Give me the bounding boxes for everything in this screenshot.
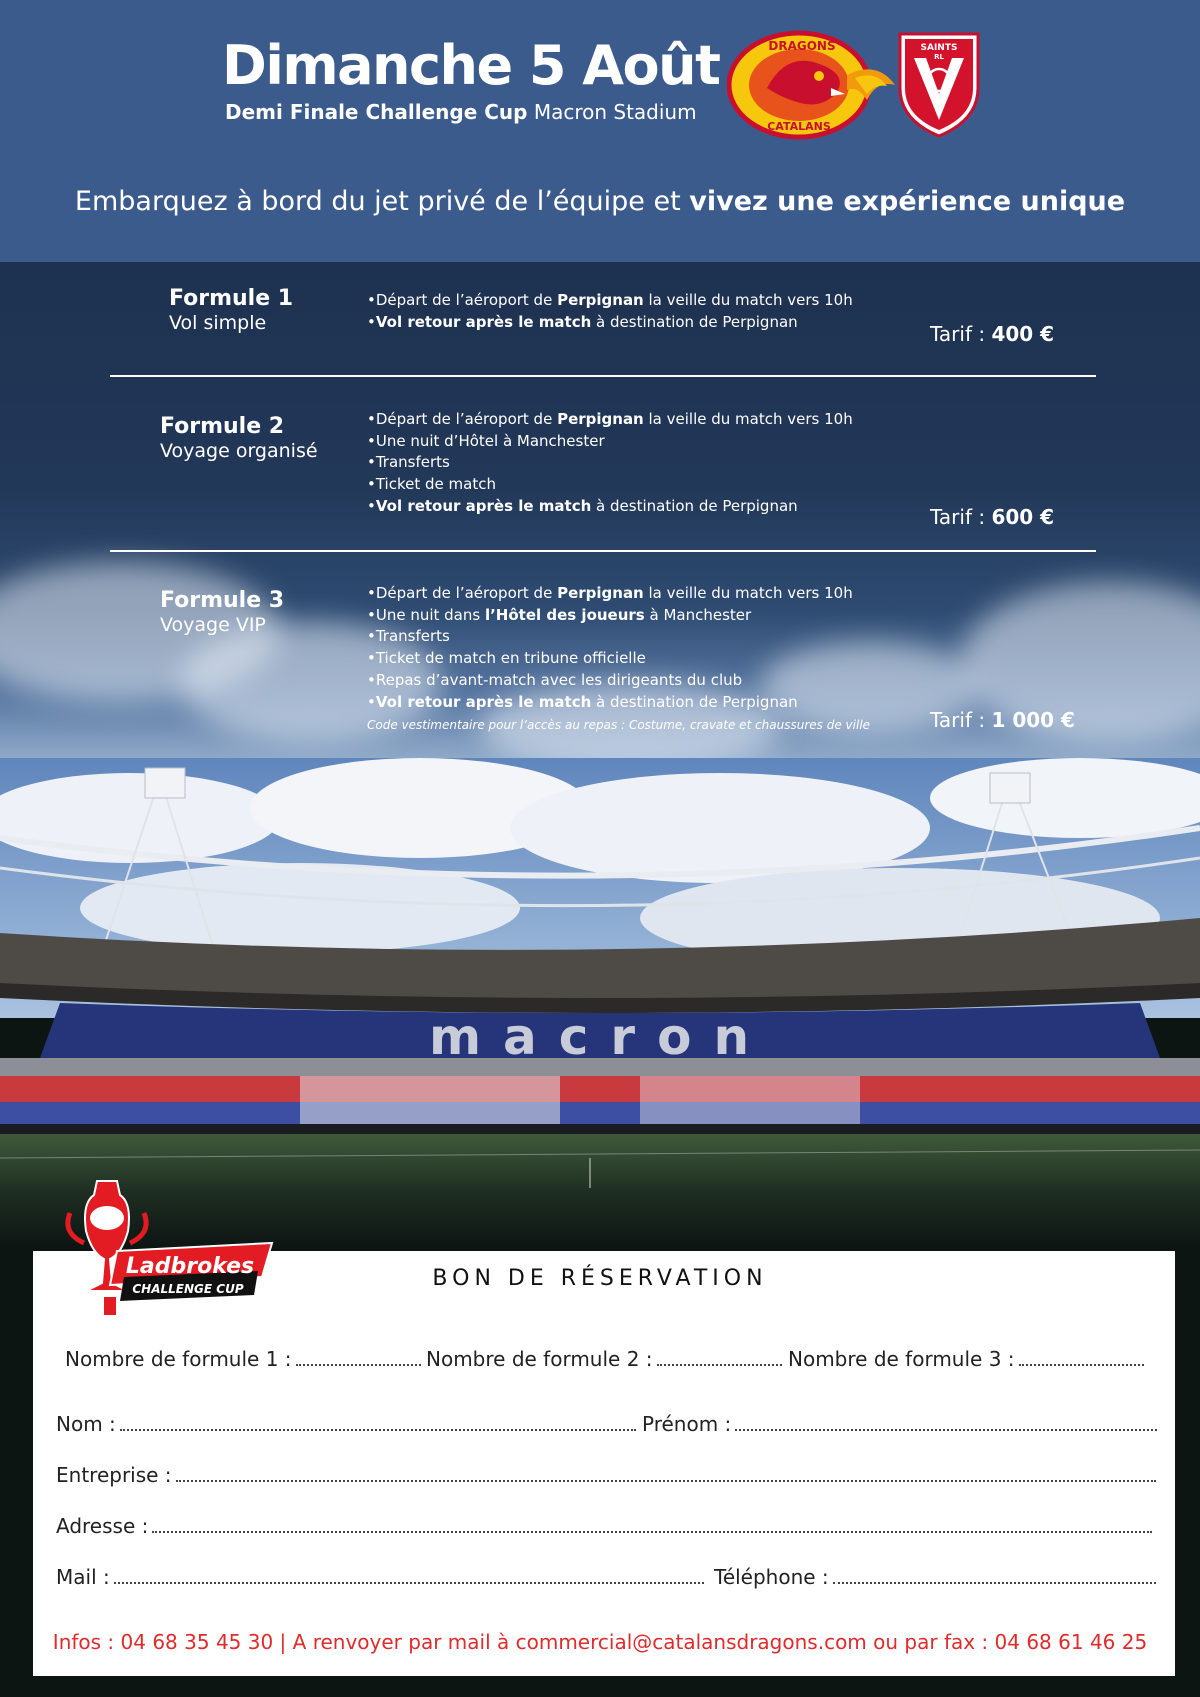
formula-1-list	[367, 290, 853, 333]
tagline-bold: vivez une expérience unique	[689, 186, 1126, 217]
ladbrokes-challenge-cup-logo	[62, 1173, 277, 1321]
formula-3-title: Formule 3	[160, 588, 285, 613]
svg-text:CATALANS: CATALANS	[767, 120, 831, 133]
formula-2-count-input[interactable]	[657, 1364, 782, 1366]
formula-3-price: Tarif : 1 000 €	[930, 708, 1075, 732]
list-item: •Départ de l’aéroport de Perpignan la veille du match vers 10h	[367, 410, 853, 428]
stand-lettering: macron	[428, 1008, 772, 1066]
formula-1-subtitle: Vol simple	[169, 312, 267, 334]
svg-text:RL: RL	[934, 53, 944, 61]
mail-field[interactable]	[56, 1565, 704, 1589]
nom-field[interactable]	[56, 1412, 636, 1436]
formula-1-price: Tarif : 400 €	[930, 322, 1055, 346]
svg-text:SAINTS: SAINTS	[920, 43, 958, 53]
svg-text:CHALLENGE CUP: CHALLENGE CUP	[132, 1282, 244, 1296]
entreprise-field[interactable]	[56, 1463, 1156, 1487]
event-name: Demi Finale Challenge Cup	[225, 100, 528, 124]
prenom-field[interactable]	[642, 1412, 1157, 1436]
divider	[110, 550, 1096, 552]
mail-input[interactable]	[114, 1582, 704, 1584]
mail-label: Mail :	[56, 1565, 110, 1589]
tagline	[0, 186, 1200, 217]
tagline-light: Embarquez à bord du jet privé de l’équipe et	[74, 186, 681, 217]
telephone-label: Téléphone :	[714, 1565, 829, 1589]
prenom-input[interactable]	[735, 1429, 1157, 1431]
contact-info: Infos : 04 68 35 45 30 | A renvoyer par mail à commercial@catalansdragons.com ou par fax : 04 68 61 46 25	[52, 1630, 1148, 1654]
formula-3-count-input[interactable]	[1019, 1364, 1144, 1366]
svg-text:DRAGONS: DRAGONS	[768, 39, 836, 53]
list-item: •Ticket de match	[367, 475, 496, 494]
formula-2-list	[367, 409, 853, 518]
telephone-input[interactable]	[833, 1582, 1156, 1584]
divider	[110, 375, 1096, 377]
entreprise-label: Entreprise :	[56, 1463, 172, 1487]
telephone-field[interactable]	[714, 1565, 1156, 1589]
formula-2-count-field[interactable]	[426, 1347, 782, 1371]
event-venue: Macron Stadium	[533, 100, 697, 124]
event-subtitle	[225, 100, 697, 124]
formula-2-price: Tarif : 600 €	[930, 505, 1055, 529]
formula-3-subtitle: Voyage VIP	[160, 614, 266, 636]
event-date: Dimanche 5 Août	[222, 34, 720, 97]
list-item: •Transferts	[367, 627, 450, 646]
list-item: •Une nuit dans l’Hôtel des joueurs à Manchester	[367, 605, 752, 624]
catalans-dragons-logo	[727, 30, 897, 140]
formulas-panel	[0, 262, 1200, 758]
formula-1-title: Formule 1	[169, 286, 294, 311]
entreprise-input[interactable]	[176, 1480, 1156, 1482]
header-banner	[0, 0, 1200, 262]
formula-1-count-input[interactable]	[296, 1364, 421, 1366]
saints-rl-logo	[896, 28, 982, 138]
formula-1-count-label: Nombre de formule 1 :	[65, 1347, 292, 1371]
svg-text:Ladbrokes: Ladbrokes	[125, 1254, 255, 1279]
formula-3-count-label: Nombre de formule 3 :	[788, 1347, 1015, 1371]
list-item: •Vol retour après le match à destination de Perpignan	[367, 496, 798, 515]
list-item: •Une nuit d’Hôtel à Manchester	[367, 431, 605, 450]
formula-3-list	[367, 583, 853, 713]
formula-2-count-label: Nombre de formule 2 :	[426, 1347, 653, 1371]
dress-code-note: Code vestimentaire pour l’accès au repas : Costume, cravate et chaussures de ville	[367, 718, 871, 732]
formula-1-count-field[interactable]	[65, 1347, 421, 1371]
list-item: •Repas d’avant-match avec les dirigeants du club	[367, 670, 743, 689]
formula-2-title: Formule 2	[160, 414, 285, 439]
list-item: •Vol retour après le match à destination de Perpignan	[367, 692, 798, 711]
list-item: •Ticket de match en tribune officielle	[367, 649, 646, 668]
formula-2-subtitle: Voyage organisé	[160, 440, 318, 462]
list-item: •Transferts	[367, 453, 450, 472]
list-item: •Départ de l’aéroport de Perpignan la veille du match vers 10h	[367, 584, 853, 602]
adresse-label: Adresse :	[56, 1514, 149, 1538]
adresse-field[interactable]	[56, 1514, 1152, 1538]
list-item: •Départ de l’aéroport de Perpignan la veille du match vers 10h	[367, 291, 853, 309]
form-title: BON DE RÉSERVATION	[432, 1266, 768, 1291]
formula-3-count-field[interactable]	[788, 1347, 1144, 1371]
list-item: •Vol retour après le match à destination de Perpignan	[367, 312, 798, 331]
adresse-input[interactable]	[152, 1531, 1152, 1533]
prenom-label: Prénom :	[642, 1412, 732, 1436]
nom-input[interactable]	[120, 1429, 636, 1431]
nom-label: Nom :	[56, 1412, 116, 1436]
